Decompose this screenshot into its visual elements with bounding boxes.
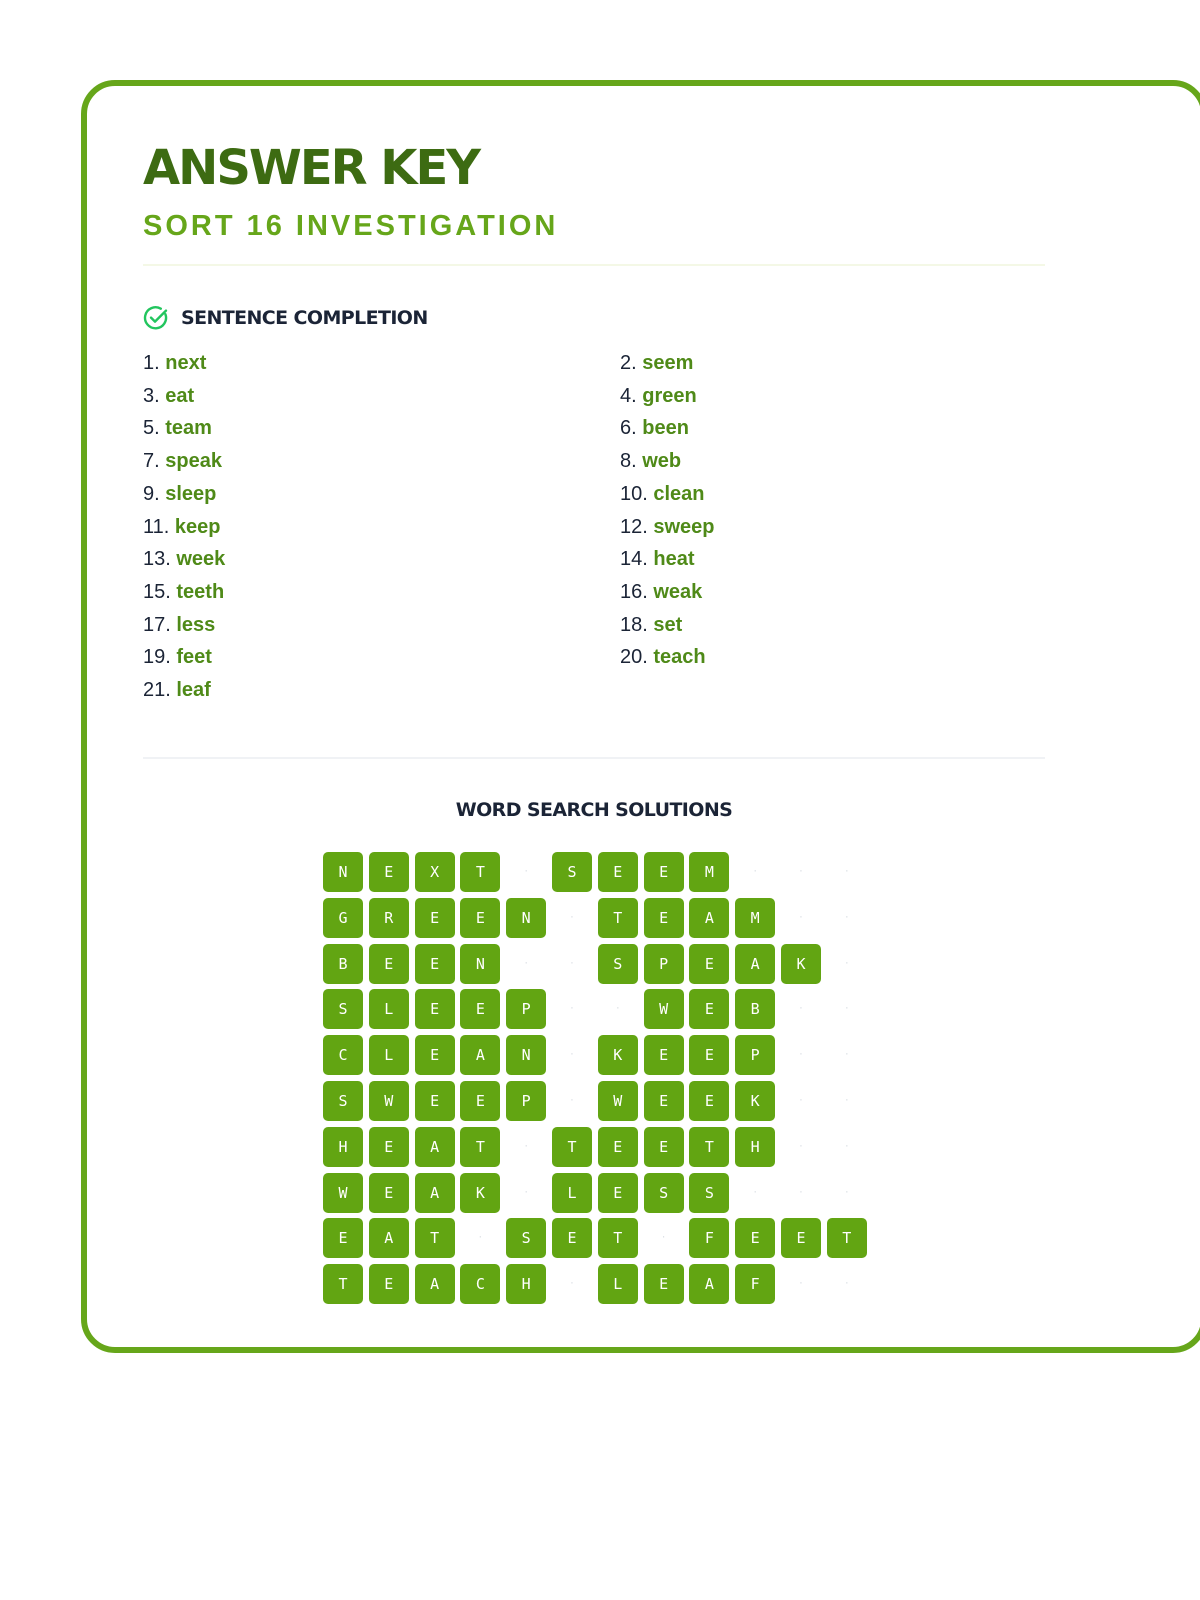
grid-cell-letter: T xyxy=(598,1218,638,1258)
grid-cell-letter: T xyxy=(460,852,500,892)
grid-cell-letter: P xyxy=(644,944,684,984)
grid-cell-empty: · xyxy=(844,958,850,969)
answer-number: 2. xyxy=(620,352,637,374)
answer-number: 21. xyxy=(143,679,171,701)
answer-word: green xyxy=(642,384,697,407)
grid-cell-letter: P xyxy=(506,1081,546,1121)
answer-item xyxy=(143,576,224,609)
sentence-completion-heading: SENTENCE COMPLETION xyxy=(181,307,428,329)
grid-cell-letter: E xyxy=(415,898,455,938)
answer-word: keep xyxy=(174,515,221,538)
answer-item xyxy=(620,609,682,642)
grid-cell-letter: N xyxy=(460,944,500,984)
grid-cell-empty: · xyxy=(798,1187,804,1198)
answer-number: 17. xyxy=(143,613,171,636)
grid-cell-empty: · xyxy=(798,867,804,877)
grid-cell-letter: E xyxy=(735,1218,775,1258)
answer-item xyxy=(143,511,220,544)
answer-word: less xyxy=(176,613,216,636)
grid-cell-letter: E xyxy=(598,1173,638,1213)
grid-cell-empty: · xyxy=(798,1279,804,1290)
answer-word: teeth xyxy=(176,580,225,603)
grid-cell-letter: S xyxy=(552,852,592,892)
grid-cell-letter: E xyxy=(598,852,638,892)
answer-number: 13. xyxy=(143,548,171,571)
answer-item xyxy=(143,347,206,380)
grid-cell-letter: T xyxy=(415,1218,455,1258)
grid-cell-empty: · xyxy=(798,1004,804,1015)
grid-cell-empty: · xyxy=(569,1004,575,1015)
grid-cell-letter: E xyxy=(644,852,684,892)
answer-number: 1. xyxy=(143,352,160,374)
grid-cell-letter: B xyxy=(735,989,775,1029)
grid-cell-letter: K xyxy=(598,1035,638,1075)
answer-word: eat xyxy=(165,384,195,407)
grid-cell-letter: K xyxy=(460,1173,500,1213)
grid-cell-letter: E xyxy=(415,1081,455,1121)
grid-cell-empty: · xyxy=(798,1050,804,1061)
grid-cell-letter: E xyxy=(552,1218,592,1258)
answer-key-card xyxy=(81,80,1200,1353)
grid-cell-letter: T xyxy=(689,1127,729,1167)
grid-cell-letter: E xyxy=(369,1127,409,1167)
answer-item xyxy=(143,380,194,413)
answer-word: leaf xyxy=(176,679,211,701)
grid-cell-letter: A xyxy=(415,1173,455,1213)
grid-cell-letter: E xyxy=(460,898,500,938)
grid-cell-empty: · xyxy=(798,1096,804,1106)
grid-cell-letter: A xyxy=(460,1035,500,1075)
answer-number: 14. xyxy=(620,548,648,571)
grid-cell-letter: E xyxy=(460,989,500,1029)
grid-cell-letter: W xyxy=(644,989,684,1029)
grid-cell-letter: A xyxy=(689,898,729,938)
grid-cell-letter: W xyxy=(369,1081,409,1121)
grid-cell-letter: E xyxy=(689,944,729,984)
grid-cell-letter: W xyxy=(323,1173,363,1213)
grid-cell-empty: · xyxy=(569,912,575,923)
grid-cell-letter: A xyxy=(369,1218,409,1258)
answer-number: 16. xyxy=(620,580,648,603)
answer-number: 8. xyxy=(620,450,637,473)
grid-cell-letter: S xyxy=(323,1081,363,1121)
grid-cell-letter: A xyxy=(415,1127,455,1167)
divider xyxy=(143,757,1045,759)
answer-word: weak xyxy=(653,580,703,603)
grid-cell-empty: · xyxy=(523,958,529,969)
sentence-completion-header xyxy=(143,304,428,332)
grid-cell-empty: · xyxy=(523,867,529,877)
grid-cell-letter: C xyxy=(323,1035,363,1075)
grid-cell-letter: H xyxy=(323,1127,363,1167)
grid-cell-empty: · xyxy=(798,912,804,923)
grid-cell-letter: X xyxy=(415,852,455,892)
grid-cell-letter: M xyxy=(689,852,729,892)
grid-cell-letter: A xyxy=(735,944,775,984)
answer-item xyxy=(143,609,215,642)
answer-item xyxy=(143,641,212,674)
grid-cell-letter: N xyxy=(506,1035,546,1075)
answer-item xyxy=(143,412,212,445)
answer-word: web xyxy=(642,450,682,473)
grid-cell-letter: A xyxy=(689,1264,729,1304)
grid-cell-empty: · xyxy=(798,1141,804,1152)
grid-cell-letter: P xyxy=(735,1035,775,1075)
grid-cell-empty: · xyxy=(752,867,758,877)
grid-cell-letter: E xyxy=(460,1081,500,1121)
grid-cell-empty: · xyxy=(844,912,850,923)
grid-cell-empty: · xyxy=(477,1233,484,1244)
answer-item xyxy=(620,347,693,380)
answer-number: 19. xyxy=(143,646,171,669)
answer-number: 9. xyxy=(143,482,160,505)
grid-cell-empty: · xyxy=(844,1187,850,1198)
answer-item xyxy=(620,412,689,445)
answer-number: 11. xyxy=(143,515,170,538)
grid-cell-letter: L xyxy=(369,989,409,1029)
answer-word: sweep xyxy=(653,515,715,538)
answer-word: seem xyxy=(642,352,694,374)
divider xyxy=(143,264,1045,266)
grid-cell-letter: T xyxy=(552,1127,592,1167)
grid-cell-letter: E xyxy=(369,944,409,984)
grid-cell-empty: · xyxy=(569,1050,575,1061)
grid-cell-letter: W xyxy=(598,1081,638,1121)
grid-cell-letter: E xyxy=(323,1218,363,1258)
grid-cell-empty: · xyxy=(844,1141,850,1152)
grid-cell-empty: · xyxy=(844,867,850,877)
answer-number: 5. xyxy=(143,417,160,440)
grid-cell-letter: E xyxy=(644,898,684,938)
answer-number: 18. xyxy=(620,613,648,636)
grid-cell-letter: K xyxy=(781,944,821,984)
grid-cell-letter: E xyxy=(644,1264,684,1304)
answer-number: 10. xyxy=(620,482,648,505)
answer-number: 20. xyxy=(620,646,648,669)
grid-cell-letter: R xyxy=(369,898,409,938)
answer-item xyxy=(620,380,697,413)
grid-cell-empty: · xyxy=(615,1004,621,1015)
grid-cell-letter: E xyxy=(598,1127,638,1167)
grid-cell-letter: F xyxy=(735,1264,775,1304)
grid-cell-letter: E xyxy=(369,1173,409,1213)
grid-cell-letter: E xyxy=(781,1218,821,1258)
answer-word: teach xyxy=(653,646,706,669)
grid-cell-letter: A xyxy=(415,1264,455,1304)
page-title: ANSWER KEY xyxy=(143,140,480,196)
grid-cell-letter: E xyxy=(644,1127,684,1167)
grid-cell-letter: E xyxy=(415,944,455,984)
grid-cell-letter: E xyxy=(644,1035,684,1075)
answer-number: 6. xyxy=(620,417,637,440)
answer-item xyxy=(143,478,216,511)
answer-word: heat xyxy=(653,548,695,571)
grid-cell-letter: E xyxy=(644,1081,684,1121)
grid-cell-empty: · xyxy=(523,1187,529,1198)
answer-item xyxy=(143,543,225,576)
grid-cell-letter: T xyxy=(827,1218,867,1258)
grid-cell-letter: K xyxy=(735,1081,775,1121)
answer-word: set xyxy=(653,613,683,636)
answer-item xyxy=(620,641,706,674)
grid-cell-letter: L xyxy=(552,1173,592,1213)
grid-cell-empty: · xyxy=(844,1050,850,1061)
grid-cell-letter: E xyxy=(369,1264,409,1304)
answer-item xyxy=(620,543,695,576)
grid-cell-empty: · xyxy=(660,1233,667,1244)
answer-word: sleep xyxy=(165,482,217,505)
grid-cell-letter: S xyxy=(689,1173,729,1213)
answer-number: 15. xyxy=(143,580,171,603)
answer-number: 4. xyxy=(620,384,637,407)
grid-cell-letter: N xyxy=(323,852,363,892)
grid-cell-letter: P xyxy=(506,989,546,1029)
answer-word: week xyxy=(176,548,226,571)
answer-word: team xyxy=(165,417,212,440)
grid-cell-empty: · xyxy=(569,1279,575,1290)
answer-item xyxy=(620,511,715,544)
grid-cell-letter: G xyxy=(323,898,363,938)
word-search-heading: WORD SEARCH SOLUTIONS xyxy=(455,799,733,821)
grid-cell-letter: L xyxy=(369,1035,409,1075)
answer-item xyxy=(143,445,222,478)
grid-cell-letter: E xyxy=(369,852,409,892)
page-subtitle: SORT 16 INVESTIGATION xyxy=(143,210,559,242)
grid-cell-letter: C xyxy=(460,1264,500,1304)
answer-item xyxy=(620,478,705,511)
grid-cell-empty: · xyxy=(752,1187,758,1198)
grid-cell-letter: H xyxy=(735,1127,775,1167)
answer-word: clean xyxy=(653,482,705,505)
answer-item xyxy=(143,674,211,707)
grid-cell-letter: E xyxy=(689,1081,729,1121)
grid-cell-letter: H xyxy=(506,1264,546,1304)
grid-cell-letter: N xyxy=(506,898,546,938)
grid-cell-letter: S xyxy=(598,944,638,984)
answer-word: been xyxy=(642,417,689,440)
answer-number: 3. xyxy=(143,384,160,407)
grid-cell-letter: S xyxy=(644,1173,684,1213)
grid-cell-letter: E xyxy=(415,989,455,1029)
grid-cell-letter: E xyxy=(415,1035,455,1075)
grid-cell-letter: S xyxy=(506,1218,546,1258)
grid-cell-empty: · xyxy=(844,1096,850,1106)
answer-word: next xyxy=(165,352,207,374)
answer-number: 7. xyxy=(143,450,160,473)
grid-cell-letter: T xyxy=(460,1127,500,1167)
grid-cell-letter: E xyxy=(689,1035,729,1075)
check-circle-icon xyxy=(143,305,169,331)
grid-cell-letter: F xyxy=(689,1218,729,1258)
grid-cell-letter: T xyxy=(598,898,638,938)
answer-word: feet xyxy=(176,646,212,669)
grid-cell-letter: L xyxy=(598,1264,638,1304)
answer-number: 12. xyxy=(620,515,648,538)
grid-cell-empty: · xyxy=(569,958,575,969)
grid-cell-empty: · xyxy=(523,1141,529,1152)
grid-cell-empty: · xyxy=(844,1279,850,1290)
grid-cell-letter: M xyxy=(735,898,775,938)
answer-item xyxy=(620,576,702,609)
answer-item xyxy=(620,445,681,478)
grid-cell-letter: S xyxy=(323,989,363,1029)
grid-cell-empty: · xyxy=(844,1004,850,1015)
grid-cell-letter: B xyxy=(323,944,363,984)
grid-cell-empty: · xyxy=(569,1096,575,1106)
grid-cell-letter: E xyxy=(689,989,729,1029)
grid-cell-letter: T xyxy=(323,1264,363,1304)
answer-word: speak xyxy=(165,450,222,473)
